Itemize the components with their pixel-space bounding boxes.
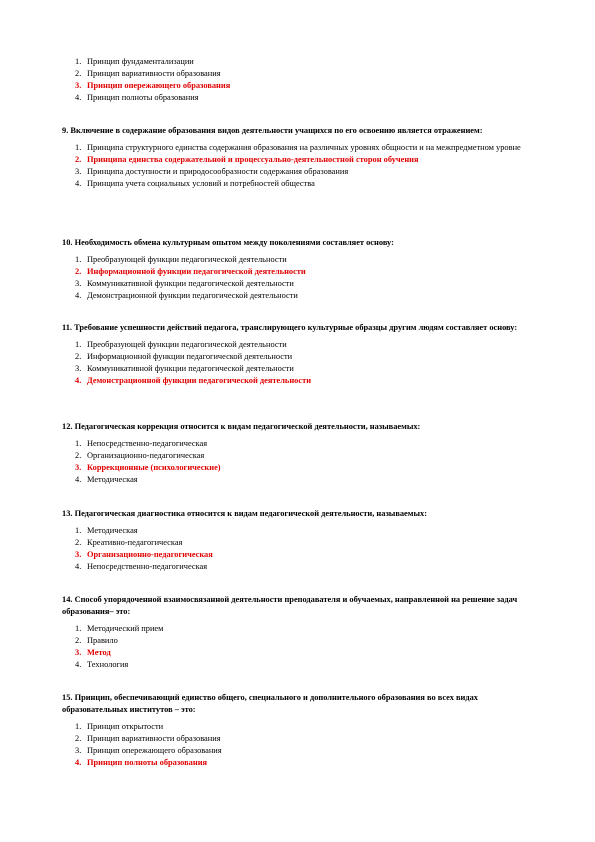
answer-option: 1. Принципа структурного единства содержания образования на различных уровнях общности и на межпредметном уровне — [75, 143, 521, 152]
question-text: 10. Необходимость обмена культурным опытом между поколениями составляет основу: — [62, 238, 394, 247]
answer-option-correct: 4. Демонстрационной функции педагогической деятельности — [75, 376, 312, 385]
answer-option: 1. Непосредственно-педагогическая — [75, 439, 208, 448]
answer-option-correct: 3. Коррекционные (психологические) — [75, 463, 221, 472]
answer-option: 1. Преобразующей функции педагогической деятельности — [75, 340, 287, 349]
answer-option: 4. Принцип полноты образования — [75, 93, 199, 102]
answer-option: 4. Технология — [75, 660, 129, 669]
question-text: 9. Включение в содержание образования видов деятельности учащихся по его освоению является отражением: — [62, 126, 483, 135]
answer-option-correct: 3. Принцип опережающего образования — [75, 81, 231, 90]
answer-option: 2. Принцип вариативности образования — [75, 69, 221, 78]
answer-option: 2. Информационной функции педагогической деятельности — [75, 352, 293, 361]
answer-option: 3. Принцип опережающего образования — [75, 746, 222, 755]
question-text: 15. Принцип, обеспечивающий единство общего, специального и дополнительного образования во всех видах образовательных институтов – это: — [62, 693, 478, 714]
answer-option: 3. Коммуникативной функции педагогической деятельности — [75, 364, 294, 373]
question-12 — [62, 421, 532, 486]
answer-option-correct: 3. Организационно-педагогическая — [75, 550, 213, 559]
answer-option: 2. Принцип вариативности образования — [75, 734, 221, 743]
question-text: 11. Требование успешности действий педагога, транслирующего культурные образцы другим людям составляет основу: — [62, 323, 518, 332]
answer-option-correct: 3. Метод — [75, 648, 111, 657]
answer-option: 2. Правило — [75, 636, 118, 645]
answer-option: 1. Методическая — [75, 526, 138, 535]
answer-option: 1. Принцип открытости — [75, 722, 164, 731]
answer-option: 4. Методическая — [75, 475, 138, 484]
answer-option-correct: 4. Принцип полноты образования — [75, 758, 208, 767]
question-10 — [62, 237, 532, 302]
answer-option: 3. Принципа доступности и природосообразности содержания образования — [75, 167, 349, 176]
answer-option: 4. Непосредственно-педагогическая — [75, 562, 208, 571]
question-text: 12. Педагогическая коррекция относится к видам педагогической деятельности, называемых: — [62, 422, 421, 431]
question-14 — [62, 594, 532, 671]
question-13 — [62, 508, 532, 573]
answer-option-correct: 2. Принципа единства содержательной и процессуально-деятельностной сторон обучения — [75, 155, 419, 164]
question-text: 14. Способ упорядоченной взаимосвязанной деятельности преподавателя и обучаемых, направленной на решение задач образования– это: — [62, 595, 518, 616]
answer-option: 3. Коммуникативной функции педагогической деятельности — [75, 279, 294, 288]
question-text: 13. Педагогическая диагностика относится к видам педагогической деятельности, называемых: — [62, 509, 427, 518]
answer-option: 2. Креативно-педагогическая — [75, 538, 183, 547]
question-15 — [62, 692, 532, 769]
answer-option: 1. Методический прием — [75, 624, 164, 633]
answer-option: 4. Принципа учета социальных условий и потребностей общества — [75, 179, 315, 188]
answer-list-top — [62, 56, 532, 104]
answer-option: 2. Организационно-педагогическая — [75, 451, 205, 460]
answer-option: 4. Демонстрационной функции педагогической деятельности — [75, 291, 298, 300]
question-11 — [62, 322, 532, 387]
answer-option-correct: 2. Информационной функции педагогической деятельности — [75, 267, 306, 276]
answer-option: 1. Преобразующей функции педагогической деятельности — [75, 255, 287, 264]
question-9 — [62, 125, 532, 190]
answer-option: 1. Принцип фундаментализации — [75, 57, 194, 66]
